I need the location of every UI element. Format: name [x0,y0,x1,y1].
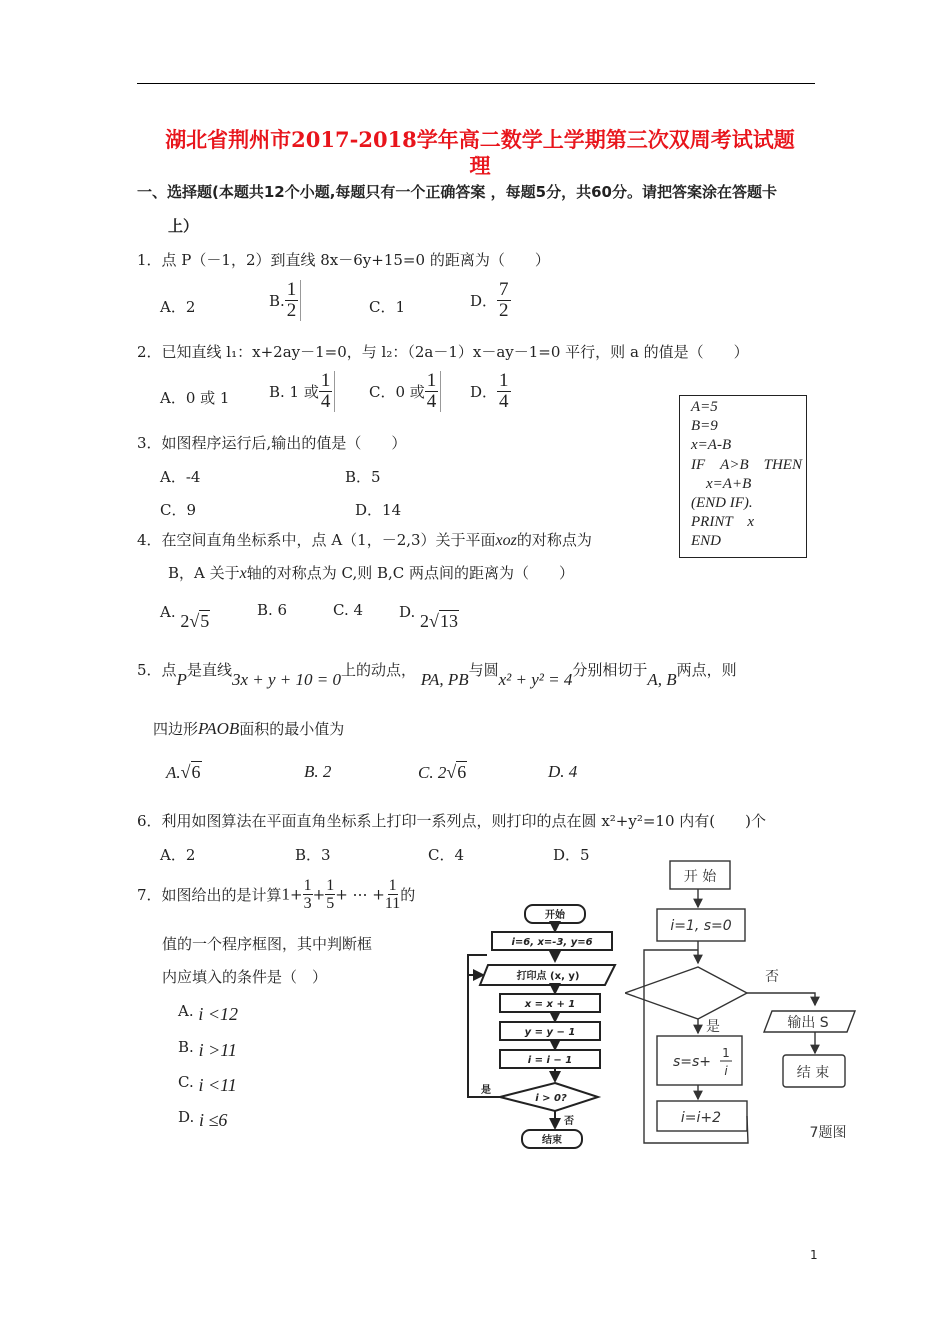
question-4-option-a: A. 2√5 [160,603,210,631]
flow7-output-label: 输出 S [787,1015,829,1031]
flow-cond-label: i > 0? [535,1093,567,1104]
question-1-option-d: D． $\frac{7}{2}$ [470,279,509,321]
flow-x-label: x = x + 1 [524,999,576,1010]
flow-start-label: 开始 [545,910,565,921]
question-5-stem: 5．点P是直线3x + y + 10 = 0上的动点， PA, PB与圆x² + y² = 4分别相切于A, B两点，则 [137,661,737,689]
question-2-option-c: C．0 或 $\frac{1}{4}$ [369,371,441,412]
header-rule [137,83,815,84]
flow7-init-label: i=1, s=0 [670,918,732,934]
flow7-frac-num: 1 [722,1046,730,1060]
page-number: 1 [810,1248,818,1262]
question-7-stem-line3: 内应填入的条件是（ ） [162,968,328,986]
question-3-option-d: D．14 [355,501,402,519]
question-5-option-d: D. 4 [548,762,578,781]
question-7-option-c: C. i <11 [178,1073,237,1095]
question-1-option-b: B. $\frac{1}{2}$ [269,280,301,321]
flow-yes-label: 是 [481,1085,491,1096]
flow-no-label: 否 [564,1116,574,1127]
question-5-option-b: B. 2 [304,762,332,781]
question-7-option-b: B. i >11 [178,1038,237,1060]
question-6-option-c: C．4 [428,846,465,864]
question-5-stem-line2: 四边形PAOB面积的最小值为 [153,719,345,738]
flow7-sum-label: s=s+ [672,1054,712,1070]
program-line: x=A+B [691,475,752,492]
program-line: PRINT x [691,514,755,531]
program-box [679,395,807,558]
question-6-option-d: D．5 [553,846,590,864]
program-line: A=5 [691,399,718,415]
question-7-option-a: A. i <12 [178,1002,239,1024]
question-5-option-c: C. 2√6 [418,762,467,782]
question-4-option-d: D. 2√13 [399,603,458,631]
flow7-start-label: 开 始 [683,869,717,885]
question-1-stem: 1．点 P（－1，2）到直线 8x－6y+15=0 的距离为（ ） [137,251,550,269]
question-7-stem-line2: 值的一个程序框图，其中判断框 [162,935,373,953]
section-heading: 一、选择题(本题共12个小题,每题只有一个正确答案 ，每题5分，共60分。请把答案涂在答题卡 [137,183,777,201]
question-2-option-d: D． $\frac{1}{4}$ [470,370,509,412]
flow7-caption: 7题图 [809,1125,847,1141]
question-7-option-d: D. i ≤6 [178,1108,228,1130]
question-3-option-a: A．-4 [160,468,201,486]
flow-init-label: i=6, x=-3, y=6 [511,937,593,948]
flow7-no-label: 否 [765,969,779,985]
question-3-stem: 3．如图程序运行后,输出的值是（ ） [137,434,407,452]
program-line: x=A-B [691,437,732,454]
question-2-stem: 2．已知直线 l₁：x+2ay－1=0，与 l₂：（2a－1）x－ay－1=0 平行，则 a 的值是（ ） [137,343,749,361]
question-1-option-c: C．1 [369,298,406,316]
flow-y-label: y = y − 1 [524,1027,576,1038]
flow-end-label: 结束 [542,1135,562,1146]
flow7-end-label: 结 束 [796,1065,830,1081]
page-title: 湖北省荆州市2017-2018学年高二数学上学期第三次双周考试试题 [165,127,795,152]
q6-flowchart [455,895,630,1157]
question-4-option-b: B. 6 [257,601,288,619]
flow-print-label: 打印点 (x, y) [516,971,580,982]
question-3-option-c: C．9 [160,501,197,519]
question-2-option-a: A．0 或 1 [160,389,230,407]
flow7-inc-label: i=i+2 [680,1110,722,1126]
program-line: B=9 [691,418,718,435]
q7-flowchart [625,855,860,1157]
page-title-line2: 理 [469,153,491,178]
flow7-yes-label: 是 [706,1019,720,1035]
question-4-stem-line2: B，A 关于x轴的对称点为 C,则 B,C 两点间的距离为（ ） [168,564,575,582]
question-4-stem: 4．在空间直角坐标系中，点 A（1，－2,3）关于平面xoz的对称点为 [137,531,592,549]
program-line: IF A>B THEN [691,456,802,473]
section-heading-line2: 上） [168,217,199,235]
question-6-option-b: B．3 [295,846,331,864]
program-line: END [691,533,721,550]
flow7-frac-den: i [724,1064,728,1078]
question-4-option-c: C. 4 [333,601,364,619]
question-6-stem: 6．利用如图算法在平面直角坐标系上打印一系列点，则打印的点在圆 x²+y²=10 内有( )个 [137,812,766,830]
question-1-option-a: A．2 [160,298,196,316]
flow7-decision [625,967,747,1019]
flow-i-label: i = i − 1 [527,1055,573,1066]
question-5-option-a: A.√6 [166,762,201,782]
question-2-option-b: B. 1 或 $\frac{1}{4}$ [269,371,335,412]
question-6-option-a: A．2 [160,846,196,864]
program-line: (END IF). [691,495,753,512]
question-3-option-b: B．5 [345,468,381,486]
question-7-stem: 7．如图给出的是计算1+ $\frac{1}{3}$ + $\frac{1}{5}$ + ⋯ + $\frac{1}{11}$ 的 [137,877,416,912]
